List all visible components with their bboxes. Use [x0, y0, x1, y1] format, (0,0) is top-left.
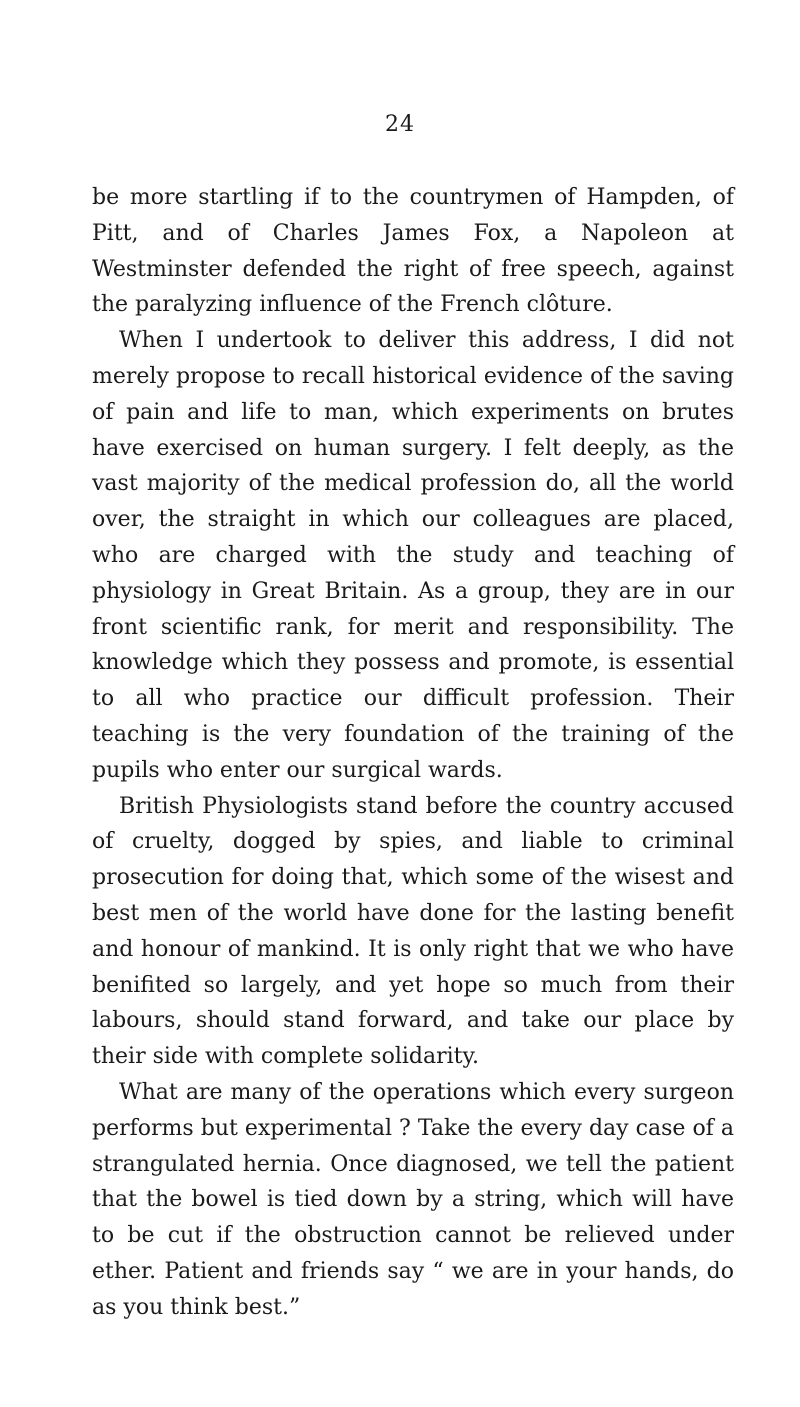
page-body: [92, 180, 734, 1326]
paragraph-1: be more startling if to the countrymen of Hampden, of Pitt, and of Charles James Fox, a Napoleon at Westminster defended the right of free speech, against the paralyzing influence of the French clôture.: [92, 185, 734, 318]
paragraph-4: What are many of the operations which every surgeon performs but experimental ? Take the every day case of a strangulated hernia. Once diagnosed, we tell the patient that the bowel is tied down by a string, which will have to be cut if the obstruction cannot be relieved under ether. Patient and friends say “ we are in your hands, do as you think best.”: [92, 1079, 734, 1320]
page-number: 24: [385, 112, 415, 137]
paragraph-3: British Physiologists stand before the country accused of cruelty, dogged by spies, and liable to criminal prosecution for doing that, which some of the wisest and best men of the world have done for the lasting benefit and honour of mankind. It is only right that we who have benifited so largely, and yet hope so much from their labours, should stand forward, and take our place by their side with complete solidarity.: [92, 793, 734, 1070]
paragraph-2: When I undertook to deliver this address, I did not merely propose to recall historical evidence of the saving of pain and life to man, which experiments on brutes have exercised on human surgery. I felt deeply, as the vast majority of the medical profession do, all the world over, the straight in which our colleagues are placed, who are charged with the study and teaching of physiology in Great Britain. As a group, they are in our front scientific rank, for merit and responsibility. The knowledge which they possess and promote, is essential to all who practice our difficult profession. Their teaching is the very foundation of the training of the pupils who enter our surgical wards.: [92, 328, 734, 783]
